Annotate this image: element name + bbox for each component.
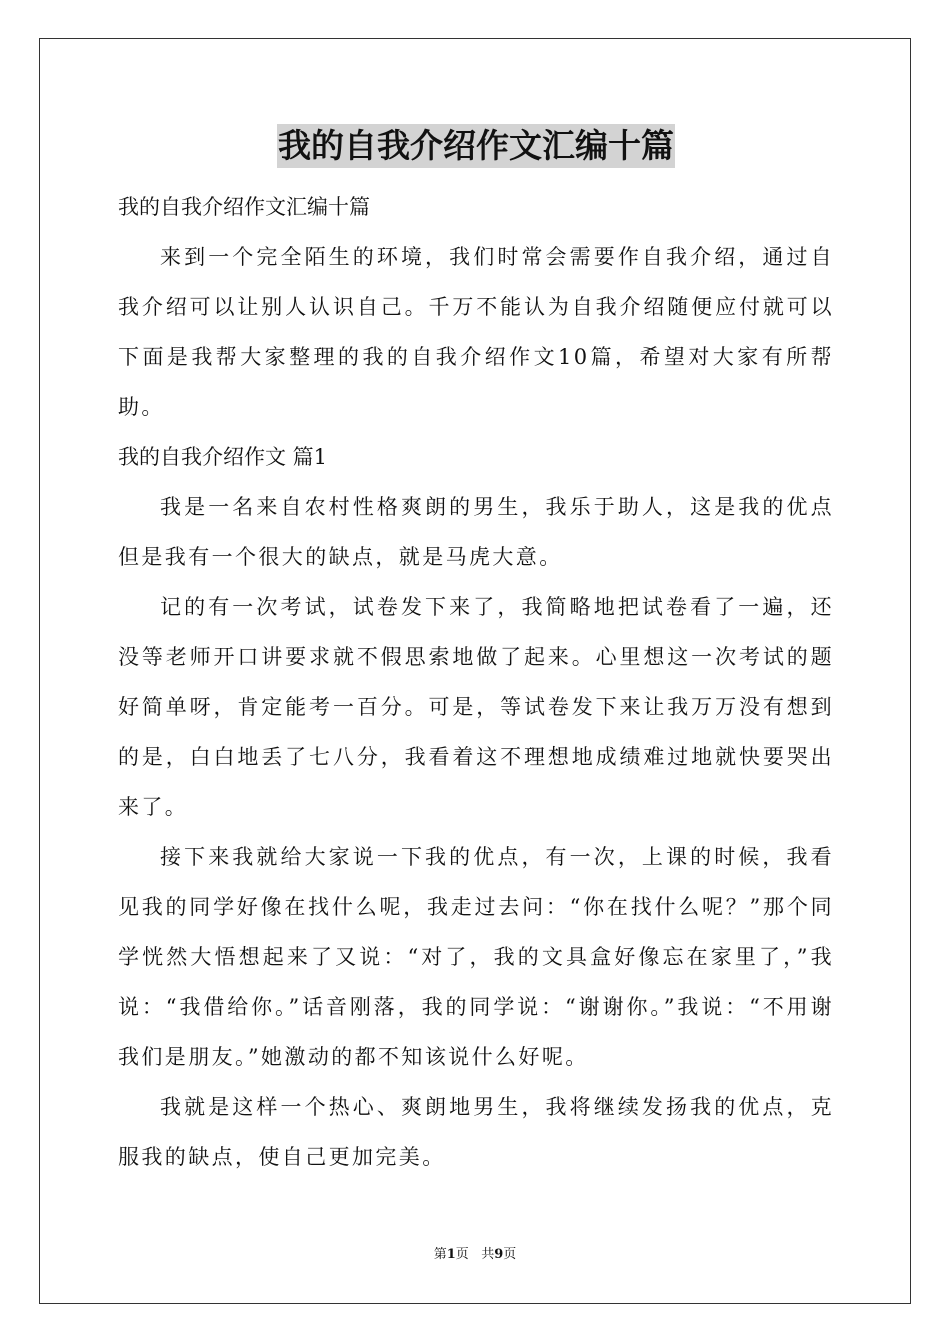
title-wrap — [118, 124, 834, 174]
section-heading: 我的自我介绍作文 篇1 — [118, 445, 328, 469]
body-paragraph: 记的有一次考试，试卷发下来了，我简略地把试卷看了一遍，还没等老师开口讲要求就不假思索地做了起来。心里想这一次考试的题好简单呀，肯定能考一百分。可是，等试卷发下来让我万万没有想到的是，白白地丢了七八分，我看着这不理想地成绩难过地就快要哭出来了。 — [118, 595, 834, 819]
document-subtitle: 我的自我介绍作文汇编十篇 — [118, 195, 370, 219]
page-suffix: 页 — [455, 1247, 469, 1262]
intro-paragraph: 来到一个完全陌生的环境，我们时常会需要作自我介绍，通过自我介绍可以让别人认识自己。千万不能认为自我介绍随便应付就可以下面是我帮大家整理的我的自我介绍作文10篇，希望对大家有所帮助。 — [118, 245, 834, 419]
document-title: 我的自我介绍作文汇编十篇 — [277, 124, 675, 168]
body-paragraph: 我就是这样一个热心、爽朗地男生，我将继续发扬我的优点，克服我的缺点，使自己更加完美。 — [118, 1095, 834, 1169]
body-paragraph: 我是一名来自农村性格爽朗的男生，我乐于助人，这是我的优点但是我有一个很大的缺点，就是马虎大意。 — [118, 495, 834, 569]
total-suffix: 页 — [503, 1247, 517, 1262]
document-body — [118, 124, 834, 1182]
page-number: 1 — [446, 1247, 456, 1262]
page-prefix: 第 — [433, 1247, 447, 1262]
total-pages: 9 — [494, 1247, 504, 1262]
page-footer — [0, 1246, 950, 1264]
body-paragraph: 接下来我就给大家说一下我的优点，有一次，上课的时候，我看见我的同学好像在找什么呢，我走过去问：“你在找什么呢？”那个同学恍然大悟想起来了又说：“对了，我的文具盒好像忘在家里了，”我说：“我借给你。”话音刚落，我的同学说：“谢谢你。”我说：“不用谢我们是朋友。”她激动的都不知该说什么好呢。 — [118, 845, 834, 1069]
total-prefix: 共 — [481, 1247, 495, 1262]
